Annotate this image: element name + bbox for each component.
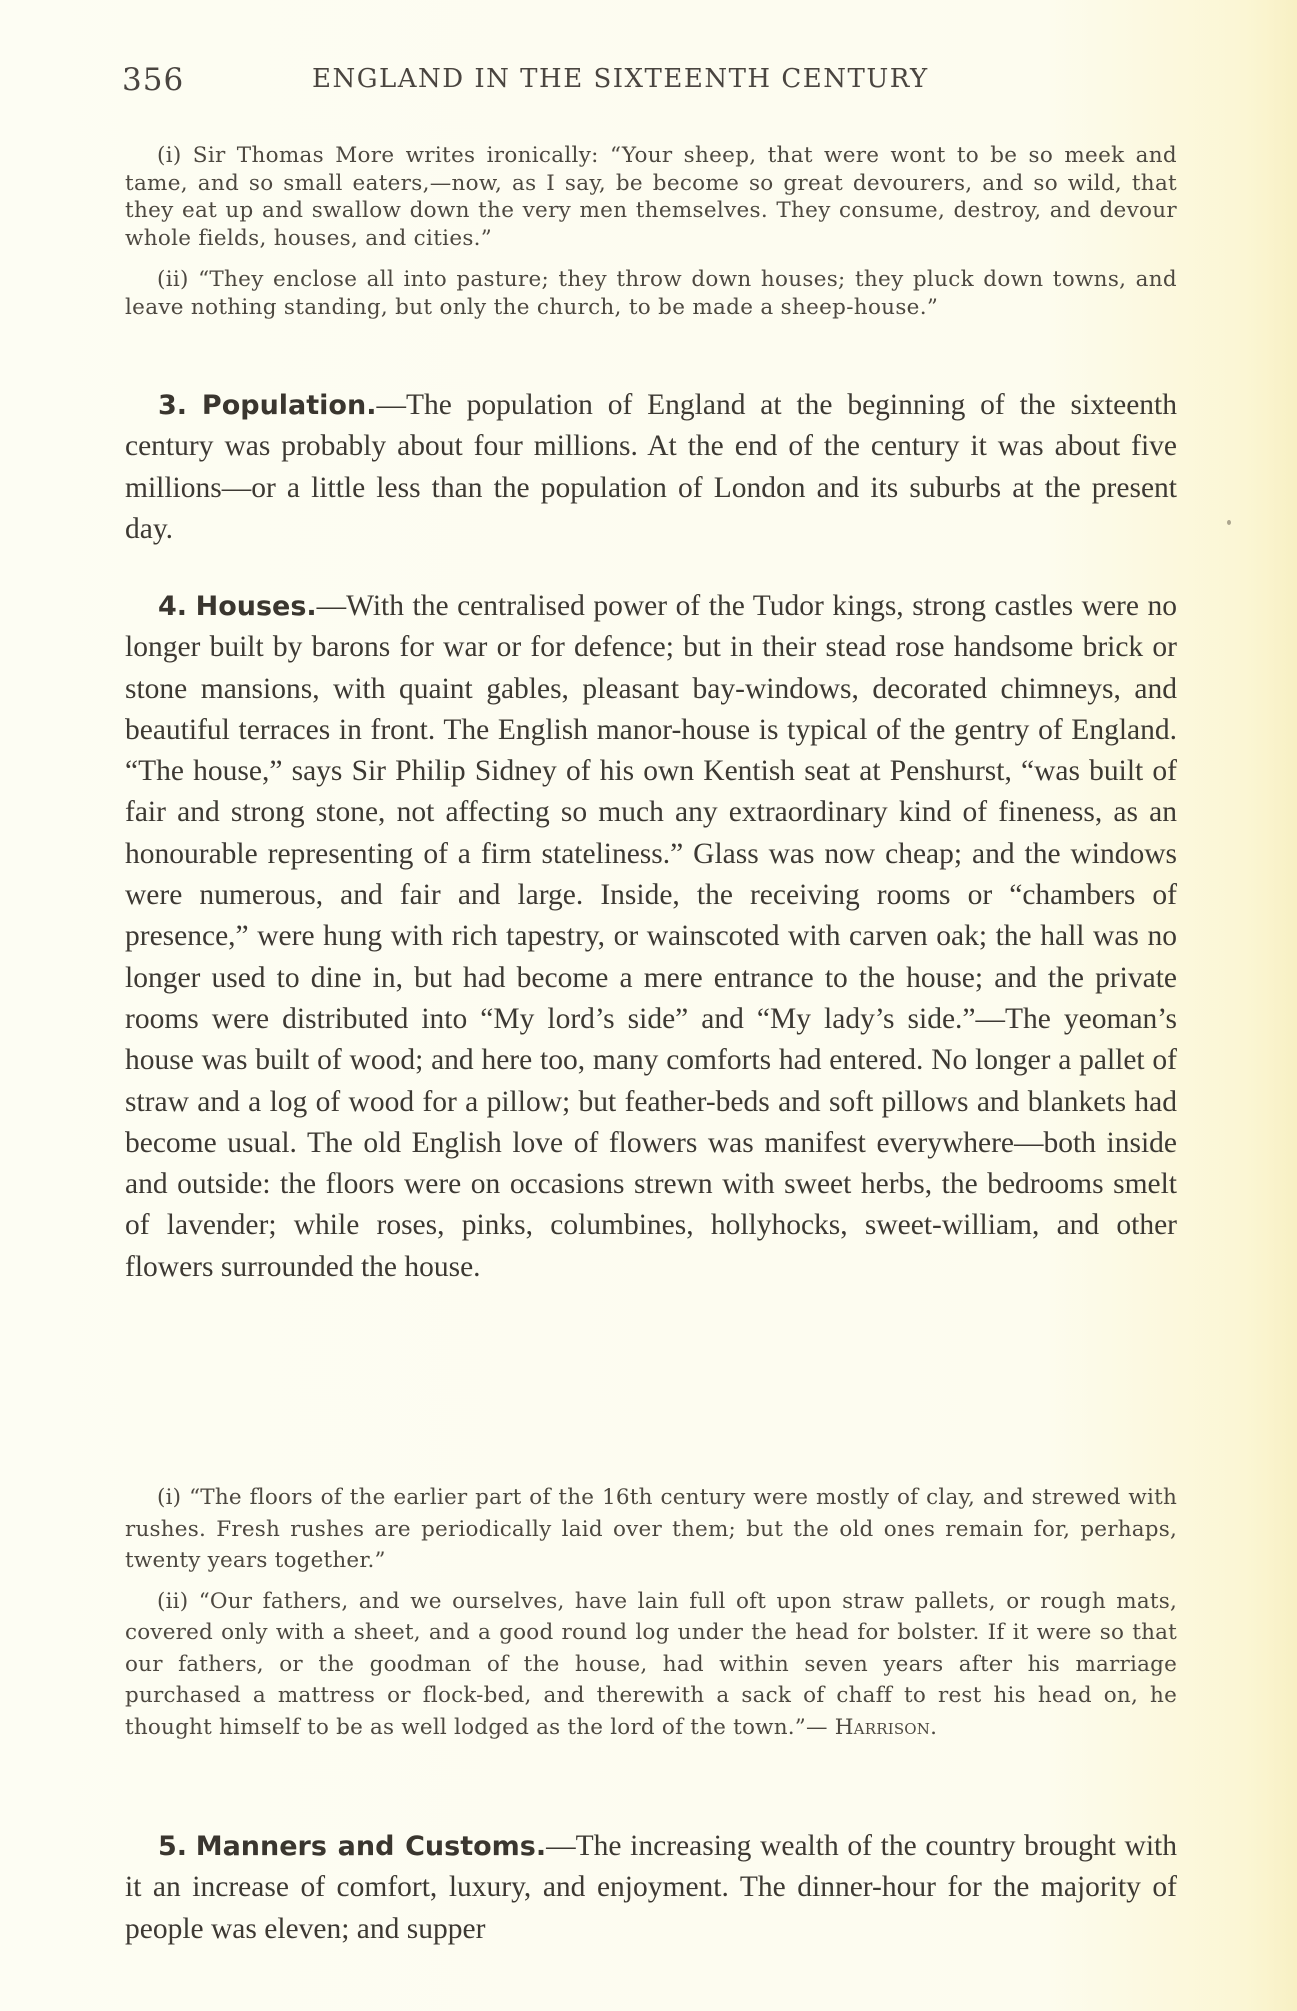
footnote-marker: (i) [157,1485,182,1510]
running-title: ENGLAND IN THE SIXTEENTH CENTURY [312,64,929,94]
section-houses [125,586,1177,1288]
footnote-i [125,142,1177,252]
footnote-text: “The floors of the earlier part of the 16th century were mostly of clay, and strewed with rushes. Fresh rushes are periodically laid over them; but the old ones remain for, perhaps, twenty years together.” [125,1485,1178,1573]
page-number: 356 [122,62,185,98]
section-number: 3. [158,390,188,421]
running-head [122,62,1202,102]
footnote-attribution: Harrison. [834,1714,938,1740]
footnote-text: Sir Thomas More writes ironically: “Your sheep, that were wont to be so meek and tame, and so small eaters,—now, as I say, be become so great devourers, and so wild, that they eat up and swallow down the very men themselves. They consume, destroy, and devour whole fields, houses, and cities.” [125,143,1177,251]
paper-speck [1227,520,1231,525]
footnote-block-houses [125,1482,1177,1743]
footnote-i [125,1482,1177,1577]
section-heading: Population. [201,390,377,421]
footnote-ii [125,266,1177,321]
footnote-marker: (i) [157,143,182,168]
footnote-ii [125,1586,1177,1744]
section-text: —With the centralised power of the Tudor kings, strong castles were no longer built by barons for war or for defence; but in their stead rose handsome brick or stone mansions, with quaint gables, pleasant bay-windows, decorated chimneys, and beautiful terraces in front. The English manor-house is typical of the gentry of England. “The house,” says Sir Philip Sidney of his own Kentish seat at Penshurst, “was built of fair and strong stone, not affecting so much any extraordinary kind of fineness, as an honourable representing of a firm stateliness.” Glass was now cheap; and the windows were numerous, and fair and large. Inside, the receiving rooms or “chambers of presence,” were hung with rich tapestry, or wainscoted with carven oak; the hall was no longer used to dine in, but had become a mere entrance to the house; and the private rooms were distributed into “My lord’s side” and “My lady’s side.”—The yeoman’s house was built of wood; and here too, many comforts had entered. No longer a pallet of straw and a log of wood for a pillow; but feather-beds and soft pillows and blankets had become usual. The old English love of flowers was manifest everywhere—both inside and outside: the floors were on occasions strewn with sweet herbs, the bedrooms smelt of lavender; while roses, pinks, columbines, hollyhocks, sweet-william, and other flowers surrounded the house. [125,590,1178,1283]
section-text: —The population of England at the beginning of the sixteenth century was probably about four millions. At the end of the century it was about five millions—or a little less than the population of London and its suburbs at the present day. [125,389,1177,545]
footnote-marker: (ii) [157,1588,189,1614]
footnote-text: “Our fathers, and we ourselves, have lain full oft upon straw pallets, or rough mats, covered only with a sheet, and a good round log under the head for bolster. If it were so that our fathers, or the goodman of the house, had within seven years after his marriage purchased a mattress or flock-bed, and therewith a sack of chaff to rest his head on, he thought himself to be as well lodged as the lord of the town.”— [125,1588,1177,1740]
footnote-marker: (ii) [157,267,189,292]
section-population [125,385,1177,550]
section-heading: Houses. [195,591,317,622]
section-manners-customs [125,1826,1177,1950]
section-number: 5. [158,1831,188,1862]
footnote-text: “They enclose all into pasture; they throw down houses; they pluck down towns, and leave nothing standing, but only the church, to be made a sheep-house.” [125,267,1177,320]
section-text: —The increasing wealth of the country brought with it an increase of comfort, luxury, and enjoyment. The dinner-hour for the majority of people was eleven; and supper [125,1830,1177,1945]
section-number: 4. [158,591,188,622]
section-heading: Manners and Customs. [195,1831,547,1862]
footnote-block-enclosure [125,142,1177,321]
